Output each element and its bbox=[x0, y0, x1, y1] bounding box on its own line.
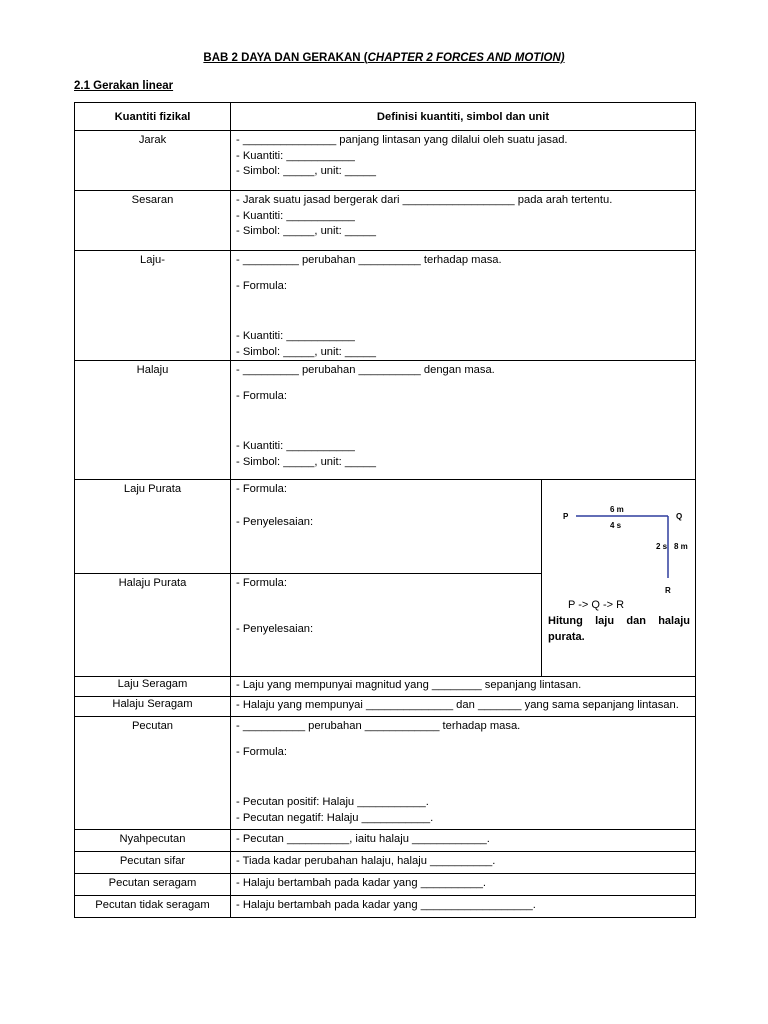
definition-cell bbox=[231, 191, 696, 251]
definition-line: - Halaju bertambah pada kadar yang __________. bbox=[236, 877, 487, 889]
header-quantity: Kuantiti fizikal bbox=[75, 103, 231, 131]
definition-line: - Halaju yang mempunyai ______________ dan _______ yang sama sepanjang lintasan. bbox=[236, 699, 679, 711]
definition-cell bbox=[231, 697, 696, 717]
definition-line: - Simbol: _____, unit: _____ bbox=[236, 345, 376, 358]
definition-line: - Laju yang mempunyai magnitud yang ________ sepanjang lintasan. bbox=[236, 679, 582, 691]
quantity-name: Laju- bbox=[75, 251, 231, 361]
definition-line: - Penyelesaian: bbox=[236, 622, 314, 635]
quantity-name: Pecutan tidak seragam bbox=[75, 896, 231, 918]
point-r-label: R bbox=[665, 586, 671, 595]
definition-line: - Pecutan __________, iaitu halaju ____________. bbox=[236, 833, 490, 845]
table-row bbox=[75, 852, 696, 874]
definition-cell bbox=[231, 852, 696, 874]
table-row bbox=[75, 361, 696, 480]
definition-cell bbox=[231, 131, 696, 191]
quantity-name: Pecutan sifar bbox=[75, 852, 231, 874]
table-row bbox=[75, 697, 696, 717]
definition-cell bbox=[231, 251, 696, 361]
definition-line: - _________ perubahan __________ terhadap masa. bbox=[236, 254, 502, 266]
point-p-label: P bbox=[563, 512, 569, 521]
page-title bbox=[0, 52, 768, 64]
definition-line: - _______________ panjang lintasan yang dilalui oleh suatu jasad. bbox=[236, 134, 568, 146]
definition-line: - Kuantiti: ___________ bbox=[236, 209, 355, 222]
definition-line: - Jarak suatu jasad bergerak dari __________________ pada arah tertentu. bbox=[236, 194, 613, 206]
definition-line: - Kuantiti: ___________ bbox=[236, 330, 355, 342]
quantity-name: Sesaran bbox=[75, 191, 231, 251]
pq-time-label: 4 s bbox=[610, 521, 622, 530]
table-row bbox=[75, 874, 696, 896]
table-row bbox=[75, 480, 696, 574]
definition-line: - Penyelesaian: bbox=[236, 515, 314, 528]
definition-line: - Formula: bbox=[236, 577, 287, 589]
definition-line: - Simbol: _____, unit: _____ bbox=[236, 455, 376, 468]
quantity-name: Halaju Seragam bbox=[75, 697, 231, 717]
header-definition: Definisi kuantiti, simbol dan unit bbox=[231, 103, 696, 131]
qr-distance-label: 8 m bbox=[674, 542, 688, 551]
definition-cell bbox=[231, 830, 696, 852]
qr-time-label: 2 s bbox=[656, 542, 668, 551]
definition-line: - Tiada kadar perubahan halaju, halaju __________. bbox=[236, 855, 496, 867]
definition-line: - Pecutan positif: Halaju ___________. bbox=[236, 796, 429, 808]
table-row bbox=[75, 677, 696, 697]
definition-line: - Pecutan negatif: Halaju ___________. bbox=[236, 811, 434, 824]
definition-line: - _________ perubahan __________ dengan masa. bbox=[236, 364, 495, 376]
definition-line: - Formula: bbox=[236, 483, 287, 495]
point-q-label: Q bbox=[676, 512, 683, 521]
question-text: Hitung laju dan halaju purata. bbox=[548, 615, 690, 643]
definition-line: - Formula: bbox=[236, 745, 287, 758]
definition-cell bbox=[231, 896, 696, 918]
definition-line: - Kuantiti: ___________ bbox=[236, 149, 355, 162]
quantity-name: Halaju Purata bbox=[75, 574, 231, 677]
definition-line: - Formula: bbox=[236, 389, 287, 402]
quantity-name: Nyahpecutan bbox=[75, 830, 231, 852]
definition-line: - Formula: bbox=[236, 279, 287, 292]
definition-cell bbox=[231, 361, 696, 480]
table-row bbox=[75, 896, 696, 918]
definition-cell bbox=[231, 574, 542, 677]
quantity-name: Pecutan seragam bbox=[75, 874, 231, 896]
quantity-name: Jarak bbox=[75, 131, 231, 191]
table-row bbox=[75, 717, 696, 830]
quantity-name: Pecutan bbox=[75, 717, 231, 830]
definition-cell bbox=[231, 874, 696, 896]
table-row bbox=[75, 191, 696, 251]
quantity-name: Laju Seragam bbox=[75, 677, 231, 697]
path-label: P -> Q -> R bbox=[568, 599, 625, 611]
definition-line: - Simbol: _____, unit: _____ bbox=[236, 225, 376, 237]
table-row bbox=[75, 251, 696, 361]
definition-line: - Halaju bertambah pada kadar yang __________________. bbox=[236, 899, 536, 911]
title-italic: CHAPTER 2 FORCES AND MOTION) bbox=[367, 52, 565, 64]
definition-cell bbox=[231, 480, 542, 574]
section-heading: 2.1 Gerakan linear bbox=[74, 80, 174, 92]
pq-distance-label: 6 m bbox=[610, 505, 624, 514]
quantity-name: Laju Purata bbox=[75, 480, 231, 574]
motion-diagram bbox=[548, 480, 689, 676]
table-row bbox=[75, 830, 696, 852]
table-row bbox=[75, 131, 696, 191]
definition-line: - __________ perubahan ____________ terhadap masa. bbox=[236, 720, 521, 732]
diagram-cell bbox=[542, 480, 696, 677]
definition-line: - Simbol: _____, unit: _____ bbox=[236, 165, 376, 177]
definition-cell bbox=[231, 677, 696, 697]
definition-cell bbox=[231, 717, 696, 830]
title-prefix: BAB 2 DAYA DAN GERAKAN ( bbox=[203, 52, 368, 64]
definitions-table bbox=[74, 102, 696, 918]
definition-line: - Kuantiti: ___________ bbox=[236, 440, 355, 452]
quantity-name: Halaju bbox=[75, 361, 231, 480]
